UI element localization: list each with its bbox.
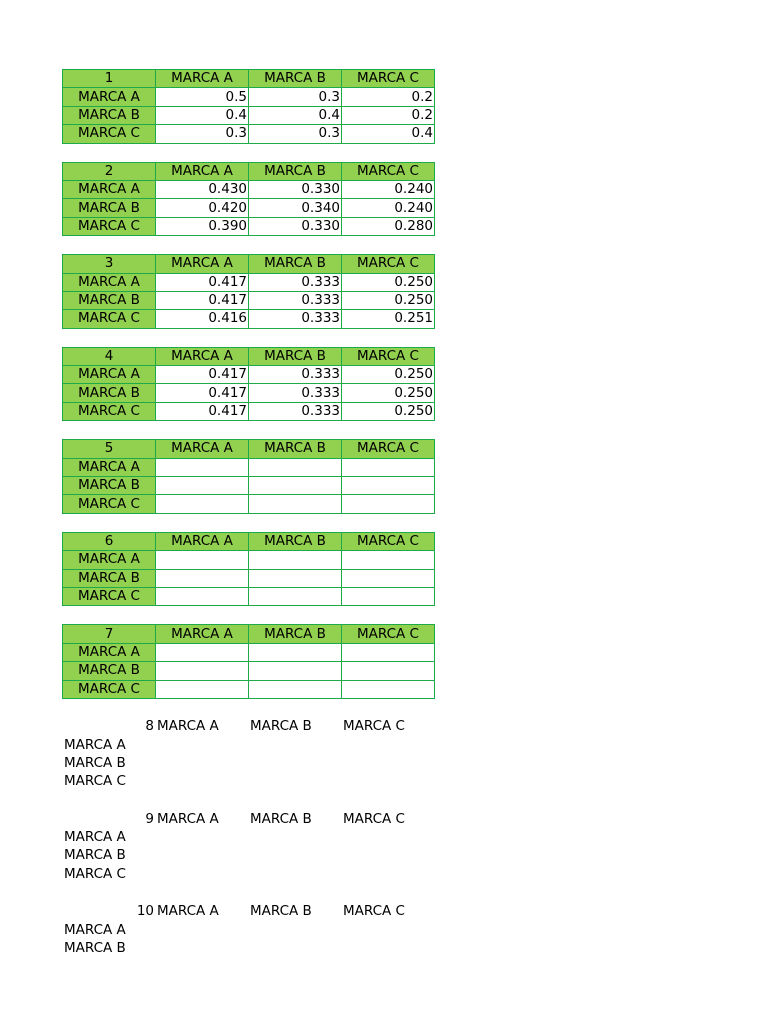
table-row (63, 736, 435, 754)
row-header[interactable]: MARCA C (63, 402, 156, 420)
empty-cell[interactable] (342, 458, 435, 476)
row-header[interactable]: MARCA B (63, 106, 156, 124)
header-row (63, 347, 435, 365)
table-row (63, 88, 435, 106)
table-row (63, 180, 435, 198)
row-header[interactable]: MARCA A (64, 829, 126, 846)
row-header[interactable]: MARCA B (63, 477, 156, 495)
matrix-table-2 (62, 162, 435, 237)
table-row (63, 273, 435, 291)
spreadsheet (62, 69, 434, 958)
header-row (63, 625, 435, 643)
column-header[interactable]: MARCA A (156, 625, 249, 643)
empty-cell[interactable] (342, 662, 435, 680)
matrix-step-number[interactable]: 4 (63, 347, 156, 365)
empty-cell[interactable] (249, 754, 342, 772)
row-gap (62, 884, 434, 902)
empty-cell[interactable] (156, 754, 249, 772)
matrix-table-8 (62, 717, 435, 792)
empty-cell[interactable] (342, 587, 435, 605)
empty-cell[interactable] (342, 643, 435, 661)
empty-cell[interactable] (342, 569, 435, 587)
empty-cell[interactable] (342, 477, 435, 495)
row-gap (62, 236, 434, 254)
column-header[interactable]: MARCA B (249, 347, 342, 365)
column-header[interactable]: MARCA A (157, 903, 219, 920)
table-row (63, 939, 435, 957)
empty-cell[interactable] (342, 736, 435, 754)
row-header[interactable]: MARCA B (64, 754, 126, 771)
matrix-step-number[interactable]: 3 (63, 255, 156, 273)
table-row (63, 125, 435, 143)
empty-cell[interactable] (342, 921, 435, 939)
column-header[interactable]: MARCA B (249, 70, 342, 88)
empty-cell[interactable] (249, 495, 342, 513)
header-row (63, 162, 435, 180)
column-header[interactable]: MARCA B (250, 810, 312, 827)
matrix-table-3 (62, 254, 435, 329)
value-cell[interactable]: 0.4 (249, 106, 342, 124)
empty-cell[interactable] (249, 828, 342, 846)
column-header[interactable]: MARCA C (342, 70, 435, 88)
column-header[interactable]: MARCA B (250, 718, 312, 735)
row-header[interactable]: MARCA B (63, 662, 156, 680)
empty-cell[interactable] (249, 865, 342, 883)
table-row (63, 865, 435, 883)
value-cell[interactable]: 0.333 (249, 273, 342, 291)
table-row (63, 847, 435, 865)
column-header[interactable]: MARCA C (343, 903, 405, 920)
column-header[interactable]: MARCA C (342, 162, 435, 180)
column-header[interactable]: MARCA C (342, 347, 435, 365)
row-gap (62, 514, 434, 532)
matrix-step-number[interactable]: 10 (136, 903, 154, 920)
empty-cell[interactable] (249, 643, 342, 661)
header-row (63, 903, 435, 921)
value-cell[interactable]: 0.280 (342, 217, 435, 235)
empty-cell[interactable] (156, 495, 249, 513)
row-gap (62, 329, 434, 347)
column-header[interactable]: MARCA B (249, 255, 342, 273)
value-cell[interactable]: 0.333 (249, 366, 342, 384)
row-header[interactable]: MARCA A (63, 643, 156, 661)
value-cell[interactable]: 0.3 (249, 125, 342, 143)
matrix-step-number[interactable]: 8 (145, 718, 154, 735)
table-row (63, 662, 435, 680)
value-cell[interactable]: 0.333 (249, 384, 342, 402)
column-header[interactable]: MARCA B (250, 903, 312, 920)
value-cell[interactable]: 0.4 (156, 106, 249, 124)
empty-cell[interactable] (249, 662, 342, 680)
table-row (63, 199, 435, 217)
value-cell[interactable]: 0.416 (156, 310, 249, 328)
column-header[interactable]: MARCA A (157, 810, 219, 827)
row-header[interactable]: MARCA B (64, 847, 126, 864)
row-header[interactable]: MARCA C (63, 125, 156, 143)
empty-cell[interactable] (156, 680, 249, 698)
empty-cell[interactable] (342, 847, 435, 865)
empty-cell[interactable] (342, 551, 435, 569)
value-cell[interactable]: 0.250 (342, 366, 435, 384)
table-row (63, 551, 435, 569)
row-header[interactable]: MARCA B (63, 384, 156, 402)
value-cell[interactable]: 0.250 (342, 384, 435, 402)
row-header[interactable]: MARCA B (63, 291, 156, 309)
column-header[interactable]: MARCA B (249, 625, 342, 643)
column-header[interactable]: MARCA B (249, 162, 342, 180)
empty-cell[interactable] (342, 773, 435, 791)
table-row (63, 569, 435, 587)
value-cell[interactable]: 0.333 (249, 310, 342, 328)
empty-cell[interactable] (156, 587, 249, 605)
table-row (63, 477, 435, 495)
row-gap (62, 699, 434, 717)
empty-cell[interactable] (156, 736, 249, 754)
value-cell[interactable]: 0.417 (156, 366, 249, 384)
empty-cell[interactable] (249, 587, 342, 605)
row-header[interactable]: MARCA B (63, 569, 156, 587)
row-header[interactable]: MARCA C (63, 495, 156, 513)
empty-cell[interactable] (342, 865, 435, 883)
value-cell[interactable]: 0.390 (156, 217, 249, 235)
row-gap (62, 792, 434, 810)
row-header[interactable]: MARCA C (63, 587, 156, 605)
row-header[interactable]: MARCA A (63, 273, 156, 291)
empty-cell[interactable] (249, 680, 342, 698)
row-header[interactable]: MARCA C (63, 310, 156, 328)
matrix-step-number[interactable]: 2 (63, 162, 156, 180)
table-row (63, 106, 435, 124)
matrix-table-6 (62, 532, 435, 607)
table-row (63, 402, 435, 420)
column-header[interactable]: MARCA C (342, 532, 435, 550)
column-header[interactable]: MARCA B (249, 532, 342, 550)
row-gap (62, 421, 434, 439)
empty-cell[interactable] (342, 495, 435, 513)
matrix-step-number[interactable]: 5 (63, 440, 156, 458)
empty-cell[interactable] (156, 569, 249, 587)
column-header[interactable]: MARCA A (156, 70, 249, 88)
empty-cell[interactable] (342, 828, 435, 846)
column-header[interactable]: MARCA A (156, 532, 249, 550)
value-cell[interactable]: 0.5 (156, 88, 249, 106)
table-row (63, 754, 435, 772)
row-header[interactable]: MARCA A (63, 551, 156, 569)
value-cell[interactable]: 0.417 (156, 291, 249, 309)
value-cell[interactable]: 0.250 (342, 273, 435, 291)
value-cell[interactable]: 0.240 (342, 199, 435, 217)
matrix-table-9 (62, 810, 435, 885)
table-row (63, 366, 435, 384)
value-cell[interactable]: 0.330 (249, 217, 342, 235)
row-gap (62, 144, 434, 162)
row-header[interactable]: MARCA C (63, 680, 156, 698)
value-cell[interactable]: 0.417 (156, 384, 249, 402)
value-cell[interactable]: 0.240 (342, 180, 435, 198)
table-row (63, 680, 435, 698)
header-row (63, 532, 435, 550)
empty-cell[interactable] (342, 939, 435, 957)
empty-cell[interactable] (249, 736, 342, 754)
empty-cell[interactable] (156, 662, 249, 680)
table-row (63, 773, 435, 791)
table-row (63, 217, 435, 235)
value-cell[interactable]: 0.3 (249, 88, 342, 106)
empty-cell[interactable] (156, 773, 249, 791)
header-row (63, 255, 435, 273)
matrix-table-4 (62, 347, 435, 422)
value-cell[interactable]: 0.340 (249, 199, 342, 217)
row-header[interactable]: MARCA A (64, 921, 126, 938)
table-row (63, 828, 435, 846)
row-gap (62, 606, 434, 624)
empty-cell[interactable] (156, 939, 249, 957)
matrix-table-1 (62, 69, 435, 144)
header-row (63, 810, 435, 828)
value-cell[interactable]: 0.250 (342, 291, 435, 309)
row-header[interactable]: MARCA C (64, 773, 126, 790)
value-cell[interactable]: 0.417 (156, 273, 249, 291)
empty-cell[interactable] (342, 680, 435, 698)
matrix-step-number[interactable]: 1 (63, 70, 156, 88)
empty-cell[interactable] (156, 828, 249, 846)
empty-cell[interactable] (249, 569, 342, 587)
empty-cell[interactable] (249, 551, 342, 569)
empty-cell[interactable] (249, 458, 342, 476)
empty-cell[interactable] (342, 754, 435, 772)
header-row (63, 717, 435, 735)
column-header[interactable]: MARCA A (156, 440, 249, 458)
empty-cell[interactable] (249, 773, 342, 791)
table-row (63, 495, 435, 513)
column-header[interactable]: MARCA A (156, 162, 249, 180)
empty-cell[interactable] (156, 643, 249, 661)
row-header[interactable]: MARCA B (64, 940, 126, 957)
table-row (63, 384, 435, 402)
column-header[interactable]: MARCA C (342, 255, 435, 273)
table-row (63, 921, 435, 939)
matrix-table-5 (62, 439, 435, 514)
value-cell[interactable]: 0.417 (156, 402, 249, 420)
value-cell[interactable]: 0.330 (249, 180, 342, 198)
column-header[interactable]: MARCA A (156, 255, 249, 273)
matrix-table-7 (62, 624, 435, 699)
header-row (63, 440, 435, 458)
value-cell[interactable]: 0.3 (156, 125, 249, 143)
row-header[interactable]: MARCA C (63, 217, 156, 235)
value-cell[interactable]: 0.420 (156, 199, 249, 217)
column-header[interactable]: MARCA C (343, 718, 405, 735)
column-header[interactable]: MARCA B (249, 440, 342, 458)
row-header[interactable]: MARCA C (64, 865, 126, 882)
row-header[interactable]: MARCA A (63, 366, 156, 384)
matrix-step-number[interactable]: 6 (63, 532, 156, 550)
empty-cell[interactable] (156, 551, 249, 569)
empty-cell[interactable] (249, 939, 342, 957)
empty-cell[interactable] (249, 921, 342, 939)
column-header[interactable]: MARCA C (342, 625, 435, 643)
empty-cell[interactable] (249, 847, 342, 865)
table-row (63, 291, 435, 309)
column-header[interactable]: MARCA A (156, 347, 249, 365)
empty-cell[interactable] (156, 921, 249, 939)
header-row (63, 70, 435, 88)
empty-cell[interactable] (156, 865, 249, 883)
row-header[interactable]: MARCA B (63, 199, 156, 217)
row-header[interactable]: MARCA A (63, 180, 156, 198)
value-cell[interactable]: 0.333 (249, 291, 342, 309)
value-cell[interactable]: 0.333 (249, 402, 342, 420)
value-cell[interactable]: 0.250 (342, 402, 435, 420)
empty-cell[interactable] (156, 847, 249, 865)
column-header[interactable]: MARCA C (342, 440, 435, 458)
value-cell[interactable]: 0.4 (342, 125, 435, 143)
table-row (63, 587, 435, 605)
value-cell[interactable]: 0.251 (342, 310, 435, 328)
matrix-step-number[interactable]: 9 (145, 810, 154, 827)
table-row (63, 310, 435, 328)
value-cell[interactable]: 0.2 (342, 106, 435, 124)
row-header[interactable]: MARCA A (64, 736, 126, 753)
value-cell[interactable]: 0.2 (342, 88, 435, 106)
value-cell[interactable]: 0.430 (156, 180, 249, 198)
matrix-step-number[interactable]: 7 (63, 625, 156, 643)
row-header[interactable]: MARCA A (63, 88, 156, 106)
table-row (63, 643, 435, 661)
row-header[interactable]: MARCA A (63, 458, 156, 476)
empty-cell[interactable] (156, 458, 249, 476)
column-header[interactable]: MARCA A (157, 718, 219, 735)
table-row (63, 458, 435, 476)
empty-cell[interactable] (249, 477, 342, 495)
column-header[interactable]: MARCA C (343, 810, 405, 827)
empty-cell[interactable] (156, 477, 249, 495)
matrix-table-10 (62, 902, 435, 958)
